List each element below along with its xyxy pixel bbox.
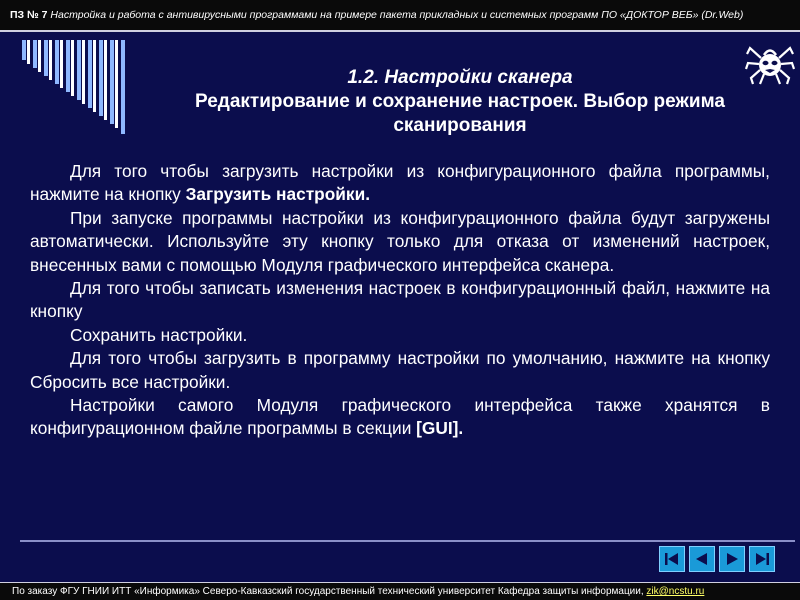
paragraph-gui-text: Настройки самого Модуля графического интерфейса также хранятся в конфигурационном файле программы в секции xyxy=(30,395,770,439)
title-subtitle: Редактирование и сохранение настроек. Выбор режима сканирования xyxy=(195,91,725,136)
paragraph-startup: При запуске программы настройки из конфигурационного файла будут загружены автоматически. Используйте эту кнопку только для отказа от изменений настроек, внесенных вами с помощью Модуля графического интерфейса сканера. xyxy=(30,207,770,275)
paragraph-gui xyxy=(30,394,770,441)
nav-first-button[interactable] xyxy=(659,546,685,572)
nav-last-button[interactable] xyxy=(749,546,775,572)
first-slide-icon xyxy=(663,550,681,568)
header-title: Настройка и работа с антивирусными программами на примере пакета прикладных и системных программ ПО «ДОКТОР ВЕБ» (Dr.Web) xyxy=(47,9,744,21)
nav-prev-button[interactable] xyxy=(689,546,715,572)
footer-credit: По заказу ФГУ ГНИИ ИТТ «Информика» Северо-Кавказский государственный технический университет Кафедра защиты информации, xyxy=(12,586,647,597)
load-settings-label: Загрузить настройки. xyxy=(185,184,370,205)
footer-text xyxy=(12,586,797,597)
slide-title xyxy=(150,66,770,138)
footer-bar xyxy=(0,582,800,600)
paragraph-load xyxy=(30,160,770,207)
header-bar xyxy=(0,0,800,32)
title-section: 1.2. Настройки сканера xyxy=(347,67,573,88)
body-text xyxy=(30,160,770,441)
paragraph-load-text: Для того чтобы загрузить настройки из конфигурационного файла программы, нажмите на кнопку xyxy=(30,161,770,205)
save-settings-label: Сохранить настройки. xyxy=(70,324,248,345)
last-slide-icon xyxy=(753,550,771,568)
previous-slide-icon xyxy=(693,550,711,568)
gui-section-label: [GUI]. xyxy=(416,418,464,439)
paragraph-save: Для того чтобы записать изменения настроек в конфигурационный файл, нажмите на кнопку xyxy=(30,278,770,322)
paragraph-reset: Для того чтобы загрузить в программу настройки по умолчанию, нажмите на кнопку Сбросить все настройки. xyxy=(30,348,770,392)
footer-email-link[interactable]: zik@ncstu.ru xyxy=(646,586,705,597)
header-prefix: ПЗ № 7 xyxy=(10,9,48,21)
divider xyxy=(20,540,795,542)
header-text xyxy=(10,9,795,21)
next-slide-icon xyxy=(723,550,741,568)
nav-next-button[interactable] xyxy=(719,546,745,572)
